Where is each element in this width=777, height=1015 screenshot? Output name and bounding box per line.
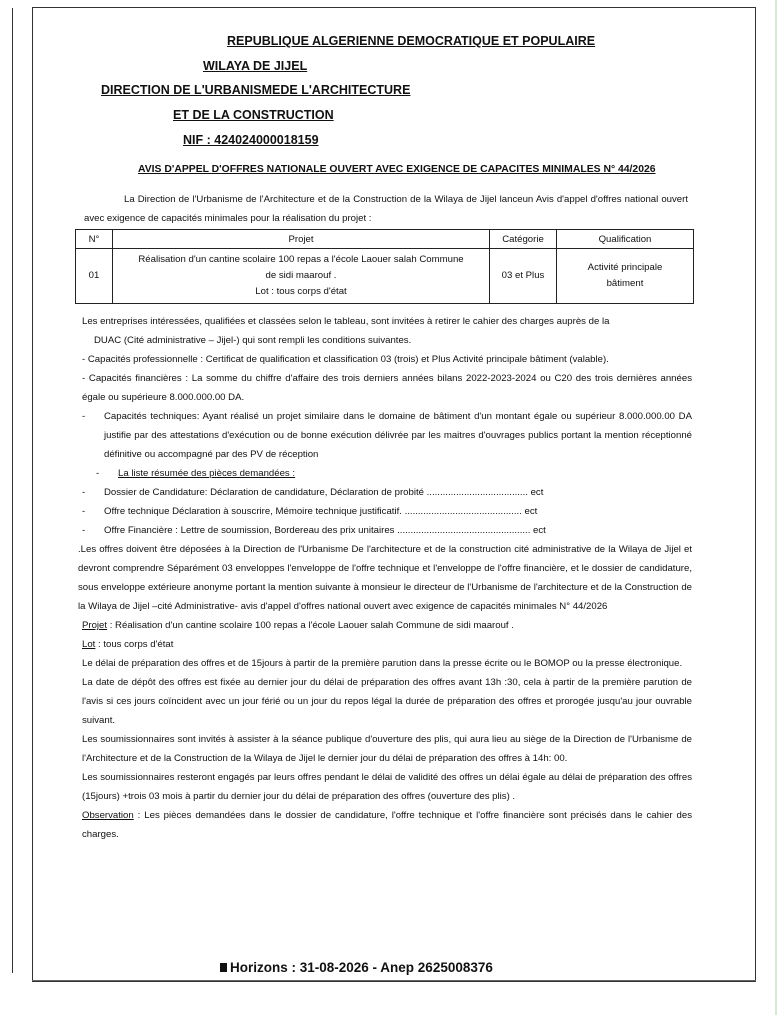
piece-text: Offre technique Déclaration à souscrire, Mémoire technique justificatif. ............................................ ect xyxy=(104,506,538,517)
bullet-dash: - xyxy=(82,411,86,422)
date-depot-paragraph: La date de dépôt des offres est fixée au dernier jour du délai de préparation des offres avant 13h :30, cela à partir de la première parution de l'avis si ces jours coïncident avec un jour férié ou un jour du repos légal la durée de préparation des offres et prorogée jusqu'au jour ouvrable suivant. xyxy=(82,677,692,726)
square-icon xyxy=(220,963,227,972)
piece-item xyxy=(82,521,692,540)
capacite-technique xyxy=(82,407,692,464)
footer-text: Horizons : 31-08-2026 - Anep 2625008376 xyxy=(230,960,493,975)
table-header: Catégorie xyxy=(490,230,557,249)
capacite-professionnelle: - Capacités professionnelle : Certificat de qualification et classification 03 (trois) et Plus Activité principale bâtiment (valable). xyxy=(82,354,609,365)
header-wilaya: WILAYA DE JIJEL xyxy=(203,59,308,73)
projet-text: : Réalisation d'un cantine scolaire 100 repas a l'école Laouer salah Commune de sidi maarouf . xyxy=(107,620,514,631)
projet-line: Lot : tous corps d'état xyxy=(255,286,347,297)
project-table xyxy=(75,229,694,304)
table-header: N° xyxy=(76,230,113,249)
header-direction: DIRECTION DE L'URBANISMEDE L'ARCHITECTURE xyxy=(101,83,411,97)
bullet-dash: - xyxy=(82,525,86,536)
piece-text: Offre Financière : Lettre de soumission, Bordereau des prix unitaires .................................................. ect xyxy=(104,525,546,536)
piece-item xyxy=(82,483,692,502)
projet-line: de sidi maarouf . xyxy=(265,270,337,281)
footer-publication xyxy=(220,960,493,975)
projet-line: Réalisation d'un cantine scolaire 100 repas a l'école Laouer salah Commune xyxy=(138,254,464,265)
projet-label: Projet xyxy=(82,620,108,631)
table-cell-projet xyxy=(113,249,490,304)
header-construction: ET DE LA CONSTRUCTION xyxy=(173,108,334,122)
table-cell-num: 01 xyxy=(76,249,113,304)
lot-text: : tous corps d'état xyxy=(95,639,174,650)
observation-paragraph xyxy=(82,806,692,844)
observation-label: Observation xyxy=(82,810,134,821)
observation-text: : Les pièces demandées dans le dossier de candidature, l'offre technique et l'offre financière sont précisés dans le cahier des charges. xyxy=(82,810,692,840)
capacite-financiere: - Capacités financières : La somme du chiffre d'affaire des trois derniers années bilans 2022-2023-2024 ou C20 des trois dernières années égale ou supérieure 8.000.000.00 DA. xyxy=(82,373,692,403)
qualification-line: Activité principale xyxy=(587,262,663,273)
lot-line-body xyxy=(82,635,692,654)
bullet-dash: - xyxy=(82,487,86,498)
header-nif: NIF : 424024000018159 xyxy=(183,133,319,147)
bullet-dash: - xyxy=(82,506,86,517)
entreprises-paragraph-cont: DUAC (Cité administrative – Jijel-) qui sont rempli les conditions suivantes. xyxy=(94,335,412,346)
entreprises-paragraph: Les entreprises intéressées, qualifiées et classées selon le tableau, sont invitées à retirer le cahier des charges auprès de la xyxy=(82,316,610,327)
piece-item xyxy=(82,502,692,521)
piece-text: Dossier de Candidature: Déclaration de candidature, Déclaration de probité ...................................... ect xyxy=(104,487,544,498)
delai-paragraph: Le délai de préparation des offres et de 15jours à partir de la première parution dans la presse écrite ou le BOMOP ou la presse électronique. xyxy=(82,658,683,669)
projet-line-body xyxy=(82,616,692,635)
capacite-technique-text: Capacités techniques: Ayant réalisé un projet similaire dans le domaine de bâtiment d'un montant égale ou supérieur 8.000.000.00 DA justifie par des attestations d'exécution ou de bonne exécution délivrée par les maitres d'ouvrages publics portant la mention réceptionné définitive ou accompagné par des PV de réception xyxy=(104,411,692,460)
table-cell-qualification xyxy=(557,249,694,304)
header-republic: REPUBLIQUE ALGERIENNE DEMOCRATIQUE ET POPULAIRE xyxy=(227,34,596,48)
table-header-row xyxy=(76,230,694,249)
body-section xyxy=(78,312,692,844)
bullet-dash: - xyxy=(96,468,100,479)
notice-title: AVIS D'APPEL D'OFFRES NATIONALE OUVERT AVEC EXIGENCE DE CAPACITES MINIMALES N° 44/2026 xyxy=(138,164,656,175)
table-cell-categorie: 03 et Plus xyxy=(490,249,557,304)
table-row xyxy=(76,249,694,304)
liste-pieces-heading xyxy=(82,464,692,483)
table-header: Projet xyxy=(113,230,490,249)
depot-paragraph: .Les offres doivent être déposées à la Direction de l'Urbanisme De l'architecture et de la construction cité administrative de la Wilaya de Jijel et devront comprendre Séparément 03 enveloppes l'enveloppe de l'offre technique et l'enveloppe de l'offre financière, et le dossier de candidature, sous enveloppe extérieure anonyme portant la mention suivante à monsieur le directeur de l'Urbanisme de l'architecture et de la Construction de la Wilaya de Jijel –cité Administrative- avis d'appel d'offres national ouvert avec exigence de capacités minimales N° 44/2026 xyxy=(78,544,692,612)
lot-label: Lot xyxy=(82,639,96,650)
intro-paragraph: La Direction de l'Urbanisme de l'Architecture et de la Construction de la Wilaya de Jijel lanceun Avis d'appel d'offres national ouvert avec exigence de capacités minimales pour la réalisation du projet : xyxy=(84,194,688,224)
page-left-edge xyxy=(0,8,13,973)
seance-paragraph: Les soumissionnaires sont invités à assister à la séance publique d'ouverture des plis, qui aura lieu au siège de la Direction de l'Urbanisme de l'Architecture et de la Construction de la Wilaya de Jijel le dernier jour du délai de préparation des offres à 14h: 00. xyxy=(82,734,692,764)
table-header: Qualification xyxy=(557,230,694,249)
engagement-paragraph: Les soumissionnaires resteront engagés par leurs offres pendant le délai de validité des offres un délai égale au délai de préparation des offres (15jours) +trois 03 mois à partir du dernier jour du délai de préparation des offres (ouverture des plis) . xyxy=(82,772,692,802)
liste-pieces-title: La liste résumée des pièces demandées : xyxy=(118,468,296,479)
bottom-rule xyxy=(32,980,756,981)
qualification-line: bâtiment xyxy=(606,278,644,289)
